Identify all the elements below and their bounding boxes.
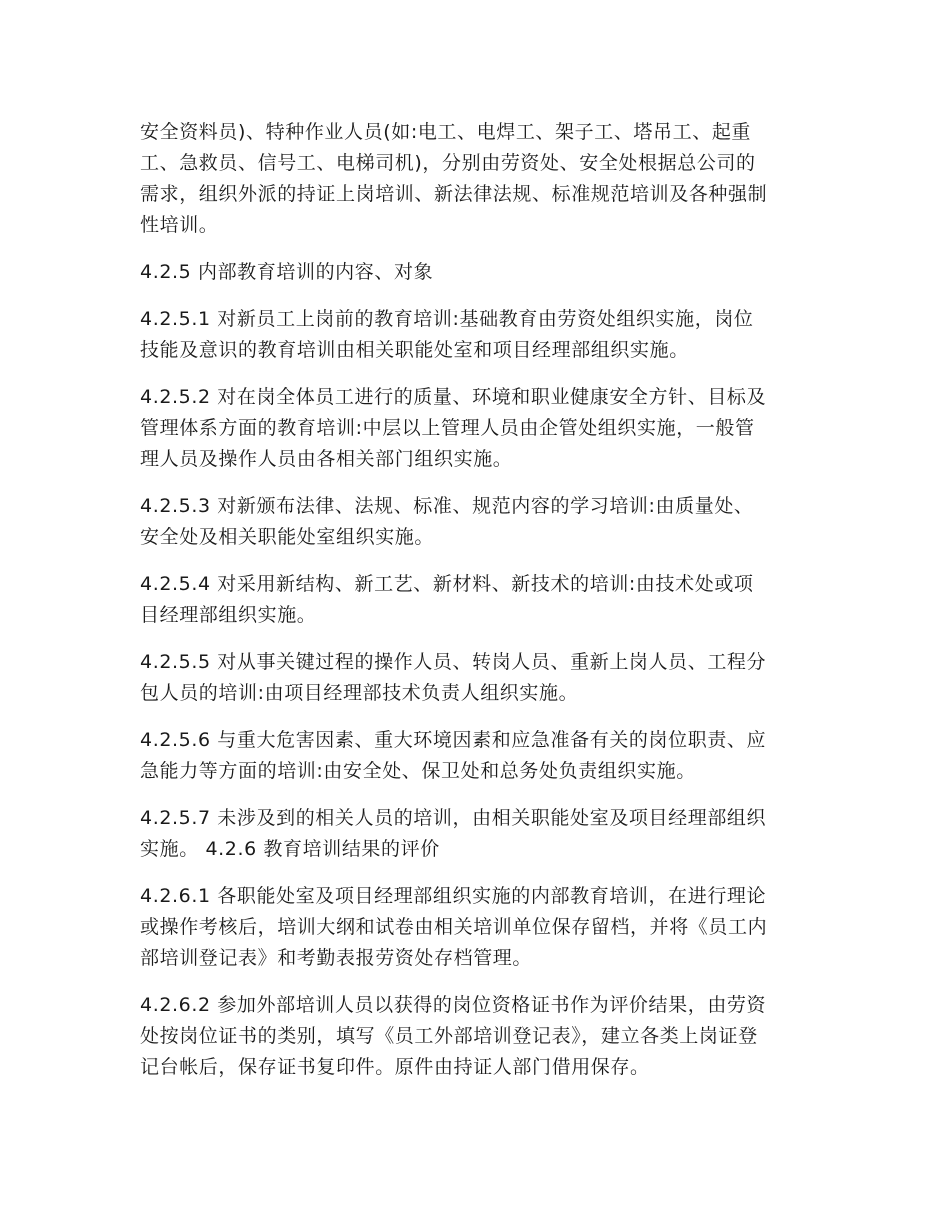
text-line: 4.2.6.2 参加外部培训人员以获得的岗位资格证书作为评价结果，由劳资: [140, 994, 767, 1016]
paragraph: [140, 491, 812, 553]
text-line: 4.2.5.1 对新员工上岗前的教育培训:基础教育由劳资处组织实施，岗位: [140, 308, 754, 330]
text-line: 部培训登记表》和考勤表报劳资处存档管理。: [140, 947, 533, 969]
text-line: 4.2.5.7 未涉及到的相关人员的培训，由相关职能处室及项目经理部组织: [140, 807, 767, 829]
paragraph: [140, 647, 812, 709]
paragraph: [140, 117, 812, 241]
text-line: 4.2.5.2 对在岗全体员工进行的质量、环境和职业健康安全方针、目标及: [140, 386, 767, 408]
text-line: 安全资料员)、特种作业人员(如:电工、电焊工、架子工、塔吊工、起重: [140, 121, 752, 143]
paragraph: [140, 304, 812, 366]
paragraph: [140, 569, 812, 631]
paragraph: [140, 725, 812, 787]
text-line: 包人员的培训:由项目经理部技术负责人组织实施。: [140, 682, 579, 704]
text-line: 处按岗位证书的类别，填写《员工外部培训登记表》，建立各类上岗证登: [140, 1025, 758, 1047]
text-line: 安全处及相关职能处室组织实施。: [140, 526, 435, 548]
text-line: 或操作考核后，培训大纲和试卷由相关培训单位保存留档，并将《员工内: [140, 916, 768, 938]
text-line: 工、急救员、信号工、电梯司机)，分别由劳资处、安全处根据总公司的: [140, 152, 756, 174]
text-line: 目经理部组织实施。: [140, 604, 317, 626]
text-line: 急能力等方面的培训:由安全处、保卫处和总务处负责组织实施。: [140, 760, 696, 782]
text-line: 管理体系方面的教育培训:中层以上管理人员由企管处组织实施，一般管: [140, 417, 755, 439]
text-line: 4.2.5.6 与重大危害因素、重大环境因素和应急准备有关的岗位职责、应: [140, 729, 767, 751]
text-line: 4.2.5.3 对新颁布法律、法规、标准、规范内容的学习培训:由质量处、: [140, 495, 754, 517]
text-line: 性培训。: [140, 214, 219, 236]
text-line: 4.2.5 内部教育培训的内容、对象: [140, 261, 434, 283]
text-line: 4.2.5.4 对采用新结构、新工艺、新材料、新技术的培训:由技术处或项: [140, 573, 754, 595]
paragraph: [140, 257, 812, 288]
paragraph: [140, 881, 812, 974]
text-line: 技能及意识的教育培训由相关职能处室和项目经理部组织实施。: [140, 339, 689, 361]
text-line: 4.2.6.1 各职能处室及项目经理部组织实施的内部教育培训，在进行理论: [140, 885, 767, 907]
text-line: 实施。 4.2.6 教育培训结果的评价: [140, 838, 440, 860]
text-line: 需求，组织外派的持证上岗培训、新法律法规、标准规范培训及各种强制: [140, 183, 768, 205]
document-body: [140, 117, 812, 1083]
text-line: 记台帐后，保存证书复印件。原件由持证人部门借用保存。: [140, 1056, 650, 1078]
text-line: 4.2.5.5 对从事关键过程的操作人员、转岗人员、重新上岗人员、工程分: [140, 651, 767, 673]
paragraph: [140, 803, 812, 865]
paragraph: [140, 990, 812, 1083]
paragraph: [140, 382, 812, 475]
text-line: 理人员及操作人员由各相关部门组织实施。: [140, 448, 513, 470]
